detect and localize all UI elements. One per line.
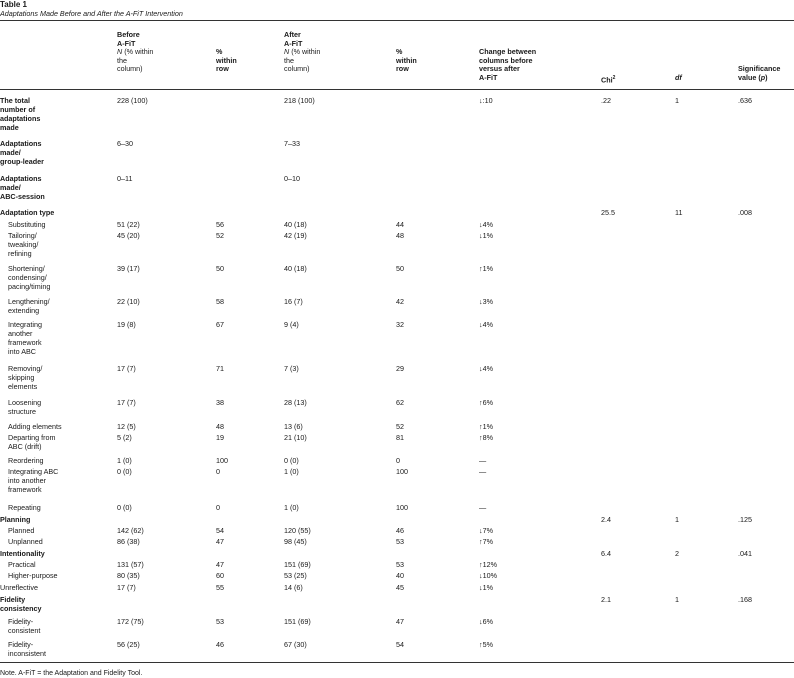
change-cell: ↑12%	[479, 560, 497, 569]
row-label: Lengthening/ extending	[8, 297, 50, 315]
change-cell: ↑5%	[479, 640, 493, 649]
after-n-cell: 40 (18)	[284, 264, 307, 273]
after-pct-cell: 45	[396, 583, 404, 592]
row-label: Unplanned	[8, 537, 43, 546]
header-sig	[738, 65, 780, 82]
before-pct-cell: 67	[216, 320, 224, 329]
header-before-n: N (% within the column)	[117, 47, 154, 73]
change-cell: ↓:10	[479, 96, 493, 105]
before-pct-cell: 47	[216, 560, 224, 569]
before-n-cell: 19 (8)	[117, 320, 136, 329]
header-before-n-text: (% within the column)	[117, 47, 154, 73]
row-label: Practical	[8, 560, 36, 569]
change-cell: ↓4%	[479, 320, 493, 329]
table-title: Table 1	[0, 0, 27, 9]
after-n-cell: 218 (100)	[284, 96, 315, 105]
after-n-cell: 42 (19)	[284, 231, 307, 240]
header-sig-end: )	[765, 72, 768, 82]
before-pct-cell: 54	[216, 526, 224, 535]
after-n-cell: 16 (7)	[284, 297, 303, 306]
before-n-cell: 22 (10)	[117, 297, 140, 306]
sig-cell: .008	[738, 208, 752, 217]
after-n-cell: 151 (69)	[284, 617, 311, 626]
after-n-cell: 98 (45)	[284, 537, 307, 546]
change-cell: —	[479, 503, 487, 512]
after-n-cell: 67 (30)	[284, 640, 307, 649]
change-cell: ↓4%	[479, 220, 493, 229]
row-label: Adding elements	[8, 422, 62, 431]
after-pct-cell: 40	[396, 571, 404, 580]
before-n-cell: 51 (22)	[117, 220, 140, 229]
header-before: Before A-FiT	[117, 30, 140, 48]
row-label: Departing from ABC (drift)	[8, 433, 56, 451]
after-pct-cell: 100	[396, 503, 408, 512]
header-after-n-text: (% within the column)	[284, 47, 321, 73]
after-n-cell: 151 (69)	[284, 560, 311, 569]
header-df: df	[675, 73, 682, 82]
change-cell: ↑1%	[479, 264, 493, 273]
before-n-cell: 45 (20)	[117, 231, 140, 240]
before-n-cell: 142 (62)	[117, 526, 144, 535]
change-cell: ↑7%	[479, 537, 493, 546]
row-label: Fidelity- consistent	[8, 617, 41, 635]
after-pct-cell: 42	[396, 297, 404, 306]
change-cell: ↓4%	[479, 364, 493, 373]
change-cell: ↑6%	[479, 398, 493, 407]
table-subtitle: Adaptations Made Before and After the A-FiT Intervention	[0, 9, 183, 18]
row-label: Intentionality	[0, 549, 45, 558]
change-cell: ↓6%	[479, 617, 493, 626]
header-chi	[601, 74, 615, 85]
before-n-cell: 1 (0)	[117, 456, 132, 465]
change-cell: ↓7%	[479, 526, 493, 535]
df-cell: 1	[675, 515, 679, 524]
header-rule	[0, 89, 794, 90]
after-n-cell: 0 (0)	[284, 456, 299, 465]
after-n-cell: 21 (10)	[284, 433, 307, 442]
before-n-cell: 39 (17)	[117, 264, 140, 273]
before-n-cell: 17 (7)	[117, 583, 136, 592]
row-label: Integrating ABC into another framework	[8, 467, 59, 494]
row-label: Planning	[0, 515, 31, 524]
row-label: The total number of adaptations made	[0, 96, 41, 132]
before-pct-cell: 100	[216, 456, 228, 465]
row-label: Planned	[8, 526, 35, 535]
change-cell: ↓1%	[479, 231, 493, 240]
before-n-cell: 6–30	[117, 139, 133, 148]
header-before-pct: % within row	[216, 47, 237, 73]
after-pct-cell: 48	[396, 231, 404, 240]
before-n-cell: 131 (57)	[117, 560, 144, 569]
after-pct-cell: 52	[396, 422, 404, 431]
row-label: Adaptations made/ ABC-session	[0, 174, 45, 201]
before-n-cell: 5 (2)	[117, 433, 132, 442]
header-after-pct: % within row	[396, 47, 417, 73]
after-n-cell: 7 (3)	[284, 364, 299, 373]
before-n-cell: 17 (7)	[117, 364, 136, 373]
after-n-cell: 120 (55)	[284, 526, 311, 535]
after-pct-cell: 53	[396, 537, 404, 546]
before-n-cell: 0 (0)	[117, 503, 132, 512]
row-label: Fidelity consistency	[0, 595, 42, 613]
row-label: Substituting	[8, 220, 46, 229]
row-label: Loosening structure	[8, 398, 42, 416]
after-n-cell: 14 (6)	[284, 583, 303, 592]
before-n-cell: 17 (7)	[117, 398, 136, 407]
change-cell: ↑1%	[479, 422, 493, 431]
change-cell: ↓1%	[479, 583, 493, 592]
row-label: Tailoring/ tweaking/ refining	[8, 231, 39, 258]
sig-cell: .168	[738, 595, 752, 604]
before-pct-cell: 52	[216, 231, 224, 240]
chi-cell: 25.5	[601, 208, 615, 217]
sig-cell: .041	[738, 549, 752, 558]
after-n-cell: 7–33	[284, 139, 300, 148]
before-n-cell: 12 (5)	[117, 422, 136, 431]
chi-cell: 2.1	[601, 595, 611, 604]
before-pct-cell: 46	[216, 640, 224, 649]
after-n-cell: 13 (6)	[284, 422, 303, 431]
df-cell: 11	[675, 208, 683, 217]
before-n-cell: 80 (35)	[117, 571, 140, 580]
change-cell: —	[479, 456, 487, 465]
before-pct-cell: 56	[216, 220, 224, 229]
header-chi-sup: 2	[612, 75, 616, 81]
after-pct-cell: 100	[396, 467, 408, 476]
top-rule	[0, 20, 794, 21]
row-label: Removing/ skipping elements	[8, 364, 43, 391]
after-pct-cell: 0	[396, 456, 400, 465]
sig-cell: .125	[738, 515, 752, 524]
before-pct-cell: 60	[216, 571, 224, 580]
after-pct-cell: 50	[396, 264, 404, 273]
row-label: Higher-purpose	[8, 571, 58, 580]
row-label: Reordering	[8, 456, 44, 465]
change-cell: ↑8%	[479, 433, 493, 442]
before-pct-cell: 0	[216, 503, 220, 512]
row-label: Adaptations made/ group-leader	[0, 139, 44, 166]
after-pct-cell: 47	[396, 617, 404, 626]
row-label: Repeating	[8, 503, 41, 512]
after-pct-cell: 62	[396, 398, 404, 407]
after-n-cell: 1 (0)	[284, 503, 299, 512]
chi-cell: .22	[601, 96, 611, 105]
row-label: Adaptation type	[0, 208, 55, 217]
after-n-cell: 9 (4)	[284, 320, 299, 329]
before-pct-cell: 58	[216, 297, 224, 306]
after-pct-cell: 81	[396, 433, 404, 442]
after-n-cell: 28 (13)	[284, 398, 307, 407]
before-pct-cell: 38	[216, 398, 224, 407]
after-n-cell: 0–10	[284, 174, 300, 183]
table-note: Note. A-FiT = the Adaptation and Fidelity Tool.	[0, 670, 143, 677]
after-pct-cell: 46	[396, 526, 404, 535]
sig-cell: .636	[738, 96, 752, 105]
header-after: After A-FiT	[284, 30, 303, 48]
before-pct-cell: 48	[216, 422, 224, 431]
before-pct-cell: 0	[216, 467, 220, 476]
after-pct-cell: 32	[396, 320, 404, 329]
before-pct-cell: 47	[216, 537, 224, 546]
df-cell: 1	[675, 595, 679, 604]
before-n-cell: 228 (100)	[117, 96, 148, 105]
df-cell: 2	[675, 549, 679, 558]
before-n-cell: 86 (38)	[117, 537, 140, 546]
row-label: Unreflective	[0, 583, 38, 592]
header-after-n: N (% within the column)	[284, 47, 321, 73]
bottom-rule	[0, 662, 794, 663]
row-label: Shortening/ condensing/ pacing/timing	[8, 264, 51, 291]
header-sig-text: Significance value (	[738, 64, 781, 82]
before-pct-cell: 55	[216, 583, 224, 592]
before-pct-cell: 19	[216, 433, 224, 442]
before-n-cell: 56 (25)	[117, 640, 140, 649]
after-n-cell: 53 (25)	[284, 571, 307, 580]
before-pct-cell: 53	[216, 617, 224, 626]
chi-cell: 2.4	[601, 515, 611, 524]
before-n-cell: 172 (75)	[117, 617, 144, 626]
change-cell: —	[479, 467, 487, 476]
after-n-cell: 40 (18)	[284, 220, 307, 229]
after-pct-cell: 53	[396, 560, 404, 569]
after-pct-cell: 54	[396, 640, 404, 649]
after-pct-cell: 44	[396, 220, 404, 229]
before-n-cell: 0–11	[117, 174, 133, 183]
change-cell: ↓3%	[479, 297, 493, 306]
change-cell: ↓10%	[479, 571, 497, 580]
before-n-cell: 0 (0)	[117, 467, 132, 476]
after-pct-cell: 29	[396, 364, 404, 373]
before-pct-cell: 71	[216, 364, 224, 373]
chi-cell: 6.4	[601, 549, 611, 558]
header-chi-text: Chi	[601, 75, 613, 85]
after-n-cell: 1 (0)	[284, 467, 299, 476]
df-cell: 1	[675, 96, 679, 105]
header-sig-p: p	[760, 72, 766, 82]
header-change: Change between columns before versus after A-FiT	[479, 47, 537, 82]
row-label: Integrating another framework into ABC	[8, 320, 42, 356]
row-label: Fidelity- inconsistent	[8, 640, 46, 658]
before-pct-cell: 50	[216, 264, 224, 273]
